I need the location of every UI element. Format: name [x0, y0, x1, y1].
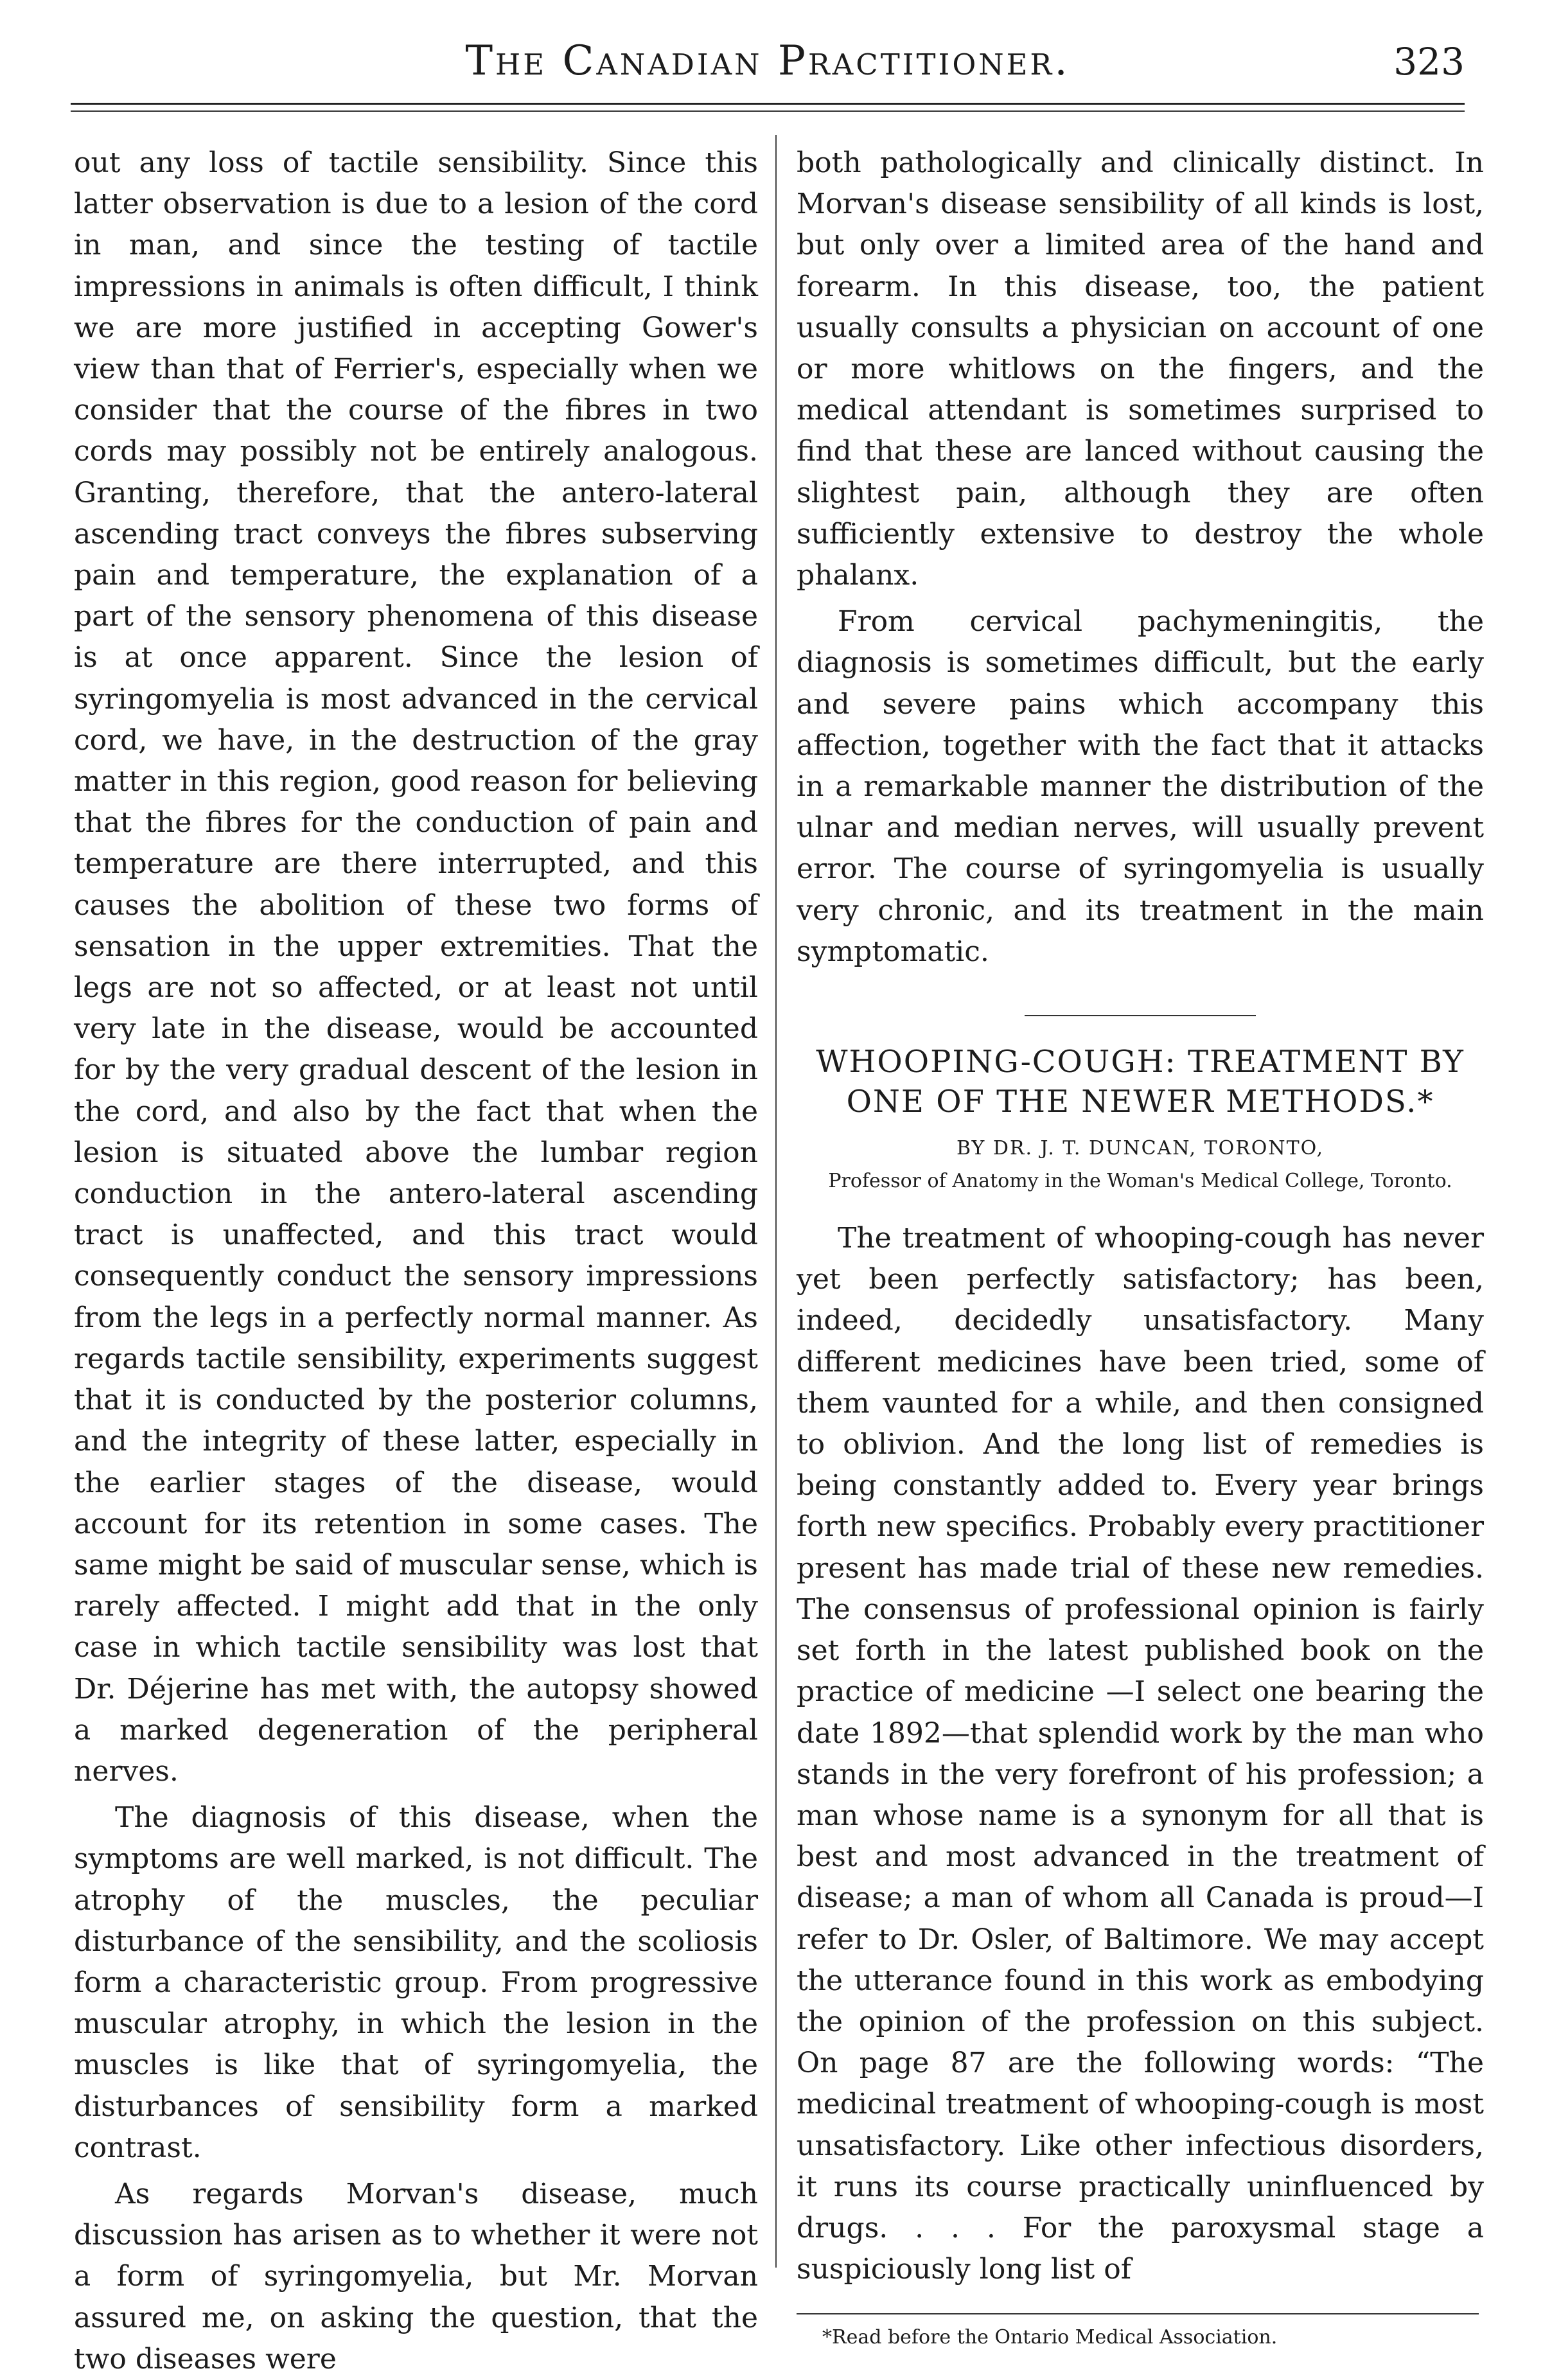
- journal-title: The Canadian Practitioner.: [465, 37, 1070, 85]
- column-divider: [775, 135, 777, 2268]
- right-column: [797, 143, 1484, 2349]
- page-header: [71, 26, 1465, 96]
- left-column: [74, 143, 758, 2380]
- footnote: *Read before the Ontario Medical Association.: [822, 2326, 1278, 2349]
- footnote-rule: [797, 2313, 1479, 2314]
- author-affiliation: Professor of Anatomy in the Woman's Medical College, Toronto.: [828, 1170, 1452, 1193]
- article-byline: BY DR. J. T. DUNCAN, TORONTO,: [956, 1137, 1325, 1160]
- paragraph: As regards Morvan's disease, much discussion has arisen as to whether it were not a form of syringomyelia, but Mr. Morvan assured me, on asking the question, that the two diseases were: [74, 2177, 758, 2376]
- paragraph: From cervical pachymeningitis, the diagnosis is sometimes difficult, but the early and severe pains which accompany this affection, together with the fact that it attacks in a remarkable manner the distribution of the ulnar and median nerves, will usually prevent error. The course of syringomyelia is usually very chronic, and its treatment in the main symptomatic.: [797, 605, 1484, 968]
- paragraph: both pathologically and clinically distinct. In Morvan's disease sensibility of all kinds is lost, but only over a limited area of the hand and forearm. In this disease, too, the patient usually consults a physician on account of one or more whitlows on the fingers, and the medical attendant is sometimes surprised to find that these are lanced without causing the slightest pain, although they are often sufficiently extensive to destroy the whole phalanx.: [797, 146, 1484, 592]
- page-number: 323: [1393, 40, 1465, 84]
- article-body: The treatment of whooping-cough has never yet been perfectly satisfactory; has been, indeed, decidedly unsatisfactory. Many different medicines have been tried, some of them vaunted for a while, and then consigned to oblivion. And the long list of remedies is being constantly added to. Every year brings forth new specifics. Probably every practitioner present has made trial of these new remedies. The consensus of professional opinion is fairly set forth in the latest published book on the practice of medicine —I select one bearing the date 1892—that splendid work by the man who stands in the very forefront of his profession; a man whose name is a synonym for all that is best and most advanced in the treatment of disease; a man of whom all Canada is proud—I refer to Dr. Osler, of Baltimore. We may accept the utterance found in this work as embodying the opinion of the profession on this subject. On page 87 are the following words: “The medicinal treatment of whooping-cough is most unsatisfactory. Like other infectious disorders, it runs its course practically uninfluenced by drugs. . . . For the paroxysmal stage a suspiciously long list of: [797, 1222, 1484, 2286]
- paragraph: The diagnosis of this disease, when the symptoms are well marked, is not difficult. The atrophy of the muscles, the peculiar disturbance of the sensibility, and the scoliosis form a characteristic group. From progressive muscular atrophy, in which the lesion in the muscles is like that of syringomyelia, the disturbances of sensibility form a marked contrast.: [74, 1801, 758, 2164]
- section-divider: [1025, 1015, 1256, 1016]
- header-rule-secondary: [71, 110, 1465, 112]
- paragraph: out any loss of tactile sensibility. Since this latter observation is due to a lesion of the cord in man, and since the testing of tactile impressions in animals is often difficult, I think we are more justified in accepting Gower's view than that of Ferrier's, especially when we consider that the course of the fibres in two cords may possibly not be entirely analogous. Granting, therefore, that the antero-lateral ascending tract conveys the fibres subserving pain and temperature, the explanation of a part of the sensory phenomena of this disease is at once apparent. Since the lesion of syringomyelia is most advanced in the cervical cord, we have, in the destruction of the gray matter in this region, good reason for believing that the fibres for the conduction of pain and temperature are there interrupted, and this causes the abolition of these two forms of sensation in the upper extremities. That the legs are not so affected, or at least not until very late in the disease, would be accounted for by the very gradual descent of the lesion in the cord, and also by the fact that when the lesion is situated above the lumbar region conduction in the antero-lateral ascending tract is unaffected, and this tract would consequently conduct the sensory impressions from the legs in a perfectly normal manner. As regards tactile sensibility, experiments suggest that it is conducted by the posterior columns, and the integrity of these latter, especially in the earlier stages of the disease, would account for its retention in some cases. The same might be said of muscular sense, which is rarely affected. I might add that in the only case in which tactile sensibility was lost that Dr. Déjerine has met with, the autopsy showed a marked degeneration of the peripheral nerves.: [74, 146, 758, 1788]
- header-rule: [71, 103, 1465, 105]
- article-title: WHOOPING-COUGH: TREATMENT BY ONE OF THE NEWER METHODS.*: [816, 1044, 1465, 1120]
